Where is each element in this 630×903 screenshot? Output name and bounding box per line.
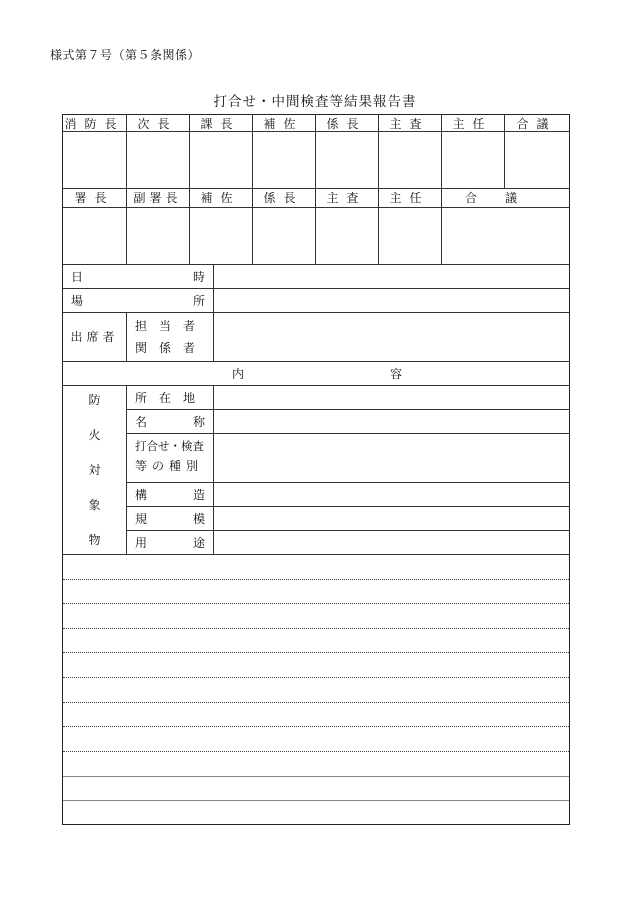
fire-target-char: 火	[88, 428, 101, 442]
inspection-kind-field[interactable]	[214, 434, 569, 482]
location-label: 所在地	[135, 390, 208, 405]
structure-field[interactable]	[214, 483, 569, 506]
approval-header-deputy-chief: 次長	[137, 116, 178, 131]
stamp-box-inspector-2[interactable]	[315, 208, 378, 264]
stamp-box-deputy-chief[interactable]	[126, 132, 189, 188]
grid-line	[126, 312, 127, 361]
approval-header-inspector: 主査	[389, 116, 430, 131]
stamp-box-deputy-station-chief[interactable]	[126, 208, 189, 264]
use-label-a: 用	[135, 535, 148, 550]
form-number: 様式第７号（第５条関係）	[50, 48, 201, 62]
inspection-kind-label-line2: 等の種別	[135, 458, 204, 473]
contents-header-b: 容	[389, 366, 402, 381]
approval-header-consultation-2: 合議	[464, 191, 545, 205]
approval-header-fire-chief: 消防長	[64, 116, 125, 131]
attendees-field[interactable]	[214, 313, 569, 361]
stamp-box-assistant[interactable]	[252, 132, 315, 188]
stamp-box-officer[interactable]	[441, 132, 504, 188]
approval-header-assistant-2: 補佐	[200, 191, 241, 205]
place-label-a: 場	[71, 293, 84, 308]
use-field[interactable]	[214, 531, 569, 554]
fire-target-char: 物	[88, 533, 101, 547]
fire-target-char: 対	[88, 463, 101, 477]
stamp-box-unit-chief-2[interactable]	[252, 208, 315, 264]
stamp-box-consultation[interactable]	[504, 132, 569, 188]
approval-header-unit-chief-2: 係長	[263, 191, 304, 205]
approval-header-unit-chief: 係長	[326, 116, 367, 131]
place-field[interactable]	[214, 289, 569, 312]
name-label-b: 称	[192, 414, 205, 429]
fire-target-char: 防	[88, 393, 101, 407]
stamp-box-unit-chief[interactable]	[315, 132, 378, 188]
location-field[interactable]	[214, 386, 569, 409]
inspection-kind-label-line1: 打合せ・検査	[135, 439, 204, 453]
structure-label-a: 構	[135, 487, 148, 502]
place-label-b: 所	[192, 293, 205, 308]
attendees-label: 出席者	[70, 330, 119, 344]
contents-header-a: 内	[231, 366, 244, 381]
approval-header-officer-2: 主任	[389, 191, 430, 205]
scale-label-a: 規	[135, 511, 148, 526]
stamp-box-fire-chief[interactable]	[63, 132, 126, 188]
stamp-box-section-chief[interactable]	[189, 132, 252, 188]
approval-header-deputy-station-chief: 副署長	[133, 191, 182, 205]
form-title: 打合せ・中間検査等結果報告書	[213, 94, 417, 110]
datetime-label-time: 時	[192, 269, 205, 284]
approval-header-assistant: 補佐	[263, 116, 304, 131]
scale-label-b: 模	[192, 511, 205, 526]
name-field[interactable]	[214, 410, 569, 433]
name-label-a: 名	[135, 414, 148, 429]
report-form-table	[62, 114, 570, 825]
stamp-box-assistant-2[interactable]	[189, 208, 252, 264]
approval-header-officer: 主任	[452, 116, 493, 131]
use-label-b: 途	[192, 535, 205, 550]
stamp-box-officer-2[interactable]	[378, 208, 441, 264]
approval-header-station-chief: 署長	[74, 191, 115, 205]
datetime-label-day: 日	[71, 269, 84, 284]
staff-label: 担当者	[135, 318, 208, 333]
stamp-box-inspector[interactable]	[378, 132, 441, 188]
grid-line	[126, 385, 127, 554]
scale-field[interactable]	[214, 507, 569, 530]
grid-line	[63, 361, 569, 362]
approval-header-inspector-2: 主査	[326, 191, 367, 205]
related-parties-label: 関係者	[135, 340, 208, 355]
structure-label-b: 造	[192, 487, 205, 502]
approval-header-consultation: 合議	[516, 116, 557, 131]
datetime-field[interactable]	[214, 265, 569, 288]
fire-target-label	[63, 387, 126, 552]
contents-writing-area[interactable]	[63, 555, 569, 824]
fire-target-char: 象	[88, 498, 101, 512]
approval-header-section-chief: 課長	[200, 116, 241, 131]
stamp-box-station-chief[interactable]	[63, 208, 126, 264]
stamp-box-consultation-2[interactable]	[441, 208, 569, 264]
